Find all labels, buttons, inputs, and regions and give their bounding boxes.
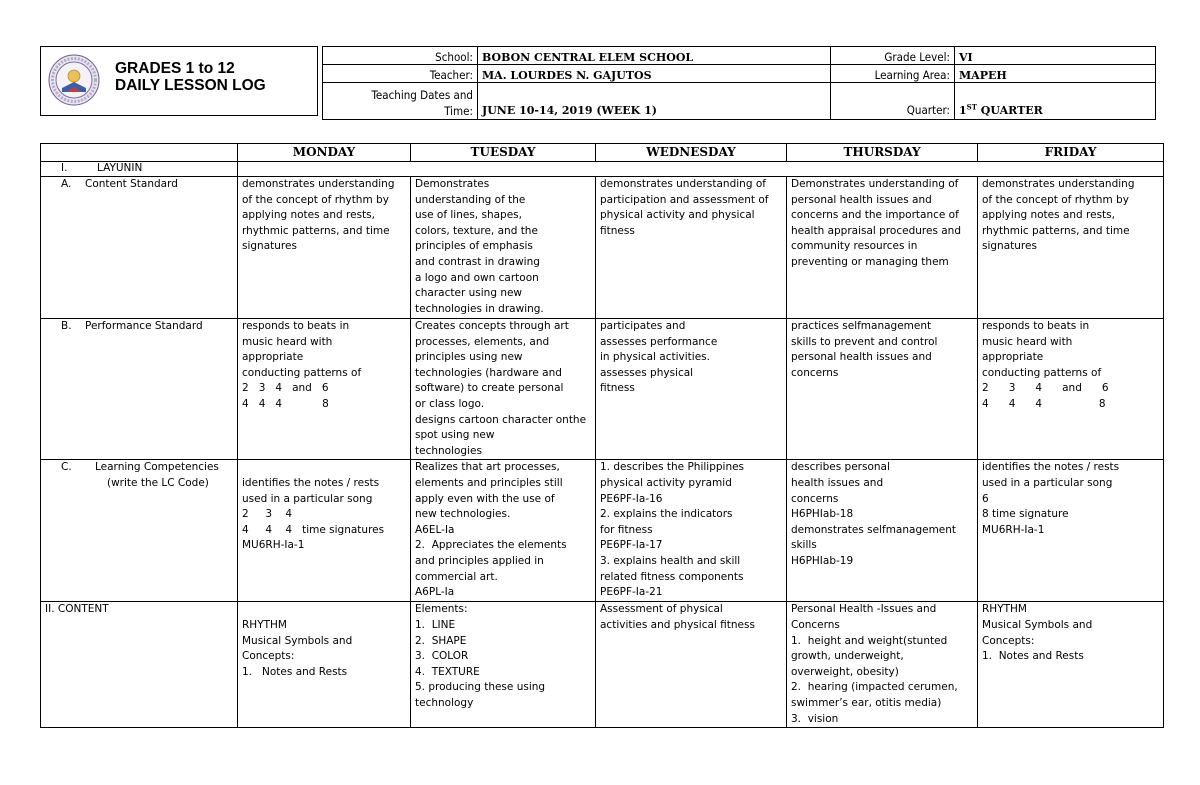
learning-competencies-row [41, 460, 1164, 602]
header-info-table [322, 46, 1156, 120]
learning-competencies-num: C. [61, 461, 72, 474]
content-standard-text: Content Standard [85, 178, 178, 190]
content-standard-monday: demonstrates understanding of the concept of rhythm by applying notes and rests, rhythmic patterns, and time signatures [238, 177, 411, 319]
learning-competencies-friday: identifies the notes / rests used in a particular song 6 8 time signature MU6RH-Ia-1 [978, 460, 1164, 602]
day-wednesday: WEDNESDAY [596, 144, 787, 162]
day-thursday: THURSDAY [787, 144, 978, 162]
quarter-label: Quarter: [831, 83, 955, 120]
layunin-blank [238, 162, 1164, 177]
performance-standard-num: B. [61, 320, 72, 332]
title-line-2: DAILY LESSON LOG [115, 77, 266, 94]
day-friday: FRIDAY [978, 144, 1164, 162]
quarter-number: 1 [959, 104, 967, 117]
content-standard-label [41, 177, 238, 319]
grade-level-value: VI [955, 47, 1156, 65]
learning-area-value: MAPEH [955, 65, 1156, 83]
learning-competencies-tuesday: Realizes that art processes, elements and principles still apply even with the use of new technologies. A6EL-Ia 2. Appreciates the elements and principles applied in commercial art. A6PL-Ia [411, 460, 596, 602]
performance-standard-row [41, 319, 1164, 460]
teaching-dates-label-1: Teaching Dates and [371, 88, 473, 102]
content-tuesday: Elements: 1. LINE 2. SHAPE 3. COLOR 4. TEXTURE 5. producing these using technology [411, 602, 596, 728]
teacher-value: MA. LOURDES N. GAJUTOS [478, 65, 831, 83]
learning-competencies-wednesday: 1. describes the Philippines physical activity pyramid PE6PF-Ia-16 2. explains the indicators for fitness PE6PF-Ia-17 3. explains health and skill related fitness components PE6PF-Ia-21 [596, 460, 787, 602]
content-standard-num: A. [61, 178, 72, 190]
layunin-num: I. [61, 162, 68, 174]
performance-standard-thursday: practices selfmanagement skills to prevent and control personal health issues and concerns [787, 319, 978, 460]
content-wednesday: Assessment of physical activities and physical fitness [596, 602, 787, 728]
learning-area-label: Learning Area: [831, 65, 955, 83]
day-monday: MONDAY [238, 144, 411, 162]
performance-standard-wednesday: participates and assesses performance in physical activities. assesses physical fitness [596, 319, 787, 460]
learning-competencies-thursday: describes personal health issues and concerns H6PHIab-18 demonstrates selfmanagement skills H6PHIab-19 [787, 460, 978, 602]
teaching-dates-label-2: Time: [444, 104, 473, 118]
day-tuesday: TUESDAY [411, 144, 596, 162]
content-standard-friday: demonstrates understanding of the concept of rhythm by applying notes and rests, rhythmic patterns, and time signatures [978, 177, 1164, 319]
content-monday: RHYTHM Musical Symbols and Concepts: 1. Notes and Rests [238, 602, 411, 728]
content-standard-wednesday: demonstrates understanding of participation and assessment of physical activity and physical fitness [596, 177, 787, 319]
header-logo-box [40, 46, 318, 116]
learning-competencies-text: Learning Competencies [95, 461, 219, 474]
layunin-row [41, 162, 1164, 177]
layunin-text: LAYUNIN [97, 162, 143, 174]
quarter-value [955, 83, 1156, 120]
school-value: BOBON CENTRAL ELEM SCHOOL [478, 47, 831, 65]
content-thursday: Personal Health -Issues and Concerns 1. height and weight(stunted growth, underweight, overweight, obesity) 2. hearing (impacted cerumen, swimmer’s ear, otitis media) 3. vision [787, 602, 978, 728]
teacher-label: Teacher: [323, 65, 478, 83]
layunin-label [41, 162, 238, 177]
performance-standard-friday: responds to beats in music heard with appropriate conducting patterns of 2 3 4 and 6 4 4 4 8 [978, 319, 1164, 460]
deped-seal-icon [48, 54, 100, 106]
quarter-text: QUARTER [976, 104, 1043, 117]
learning-competencies-monday: identifies the notes / rests used in a particular song 2 3 4 4 4 4 time signatures MU6RH-Ia-1 [238, 460, 411, 602]
grade-level-label: Grade Level: [831, 47, 955, 65]
performance-standard-label [41, 319, 238, 460]
content-row [41, 602, 1164, 728]
school-label: School: [323, 47, 478, 65]
teaching-dates-value: JUNE 10-14, 2019 (WEEK 1) [478, 83, 831, 120]
content-standard-thursday: Demonstrates understanding of personal health issues and concerns and the importance of health appraisal procedures and community resources in preventing or managing them [787, 177, 978, 319]
learning-competencies-label [41, 460, 238, 602]
quarter-suffix: ST [966, 102, 977, 112]
day-header-row [41, 144, 1164, 162]
teaching-dates-label [323, 83, 478, 120]
content-friday: RHYTHM Musical Symbols and Concepts: 1. Notes and Rests [978, 602, 1164, 728]
document-title [115, 60, 266, 94]
content-standard-tuesday: Demonstrates understanding of the use of lines, shapes, colors, texture, and the principles of emphasis and contrast in drawing a logo and own cartoon character using new technologies in drawing. [411, 177, 596, 319]
performance-standard-monday: responds to beats in music heard with appropriate conducting patterns of 2 3 4 and 6 4 4 4 8 [238, 319, 411, 460]
lc-code-note: (write the LC Code) [107, 476, 209, 489]
performance-standard-text: Performance Standard [85, 320, 203, 332]
title-line-1: GRADES 1 to 12 [115, 60, 235, 77]
content-label: II. CONTENT [41, 602, 238, 728]
content-standard-row [41, 177, 1164, 319]
corner-cell [41, 144, 238, 162]
performance-standard-tuesday: Creates concepts through art processes, elements, and principles using new technologies (hardware and software) to create personal or class logo. designs cartoon character onthe spot using new technologies [411, 319, 596, 460]
lesson-log-table [40, 143, 1164, 728]
